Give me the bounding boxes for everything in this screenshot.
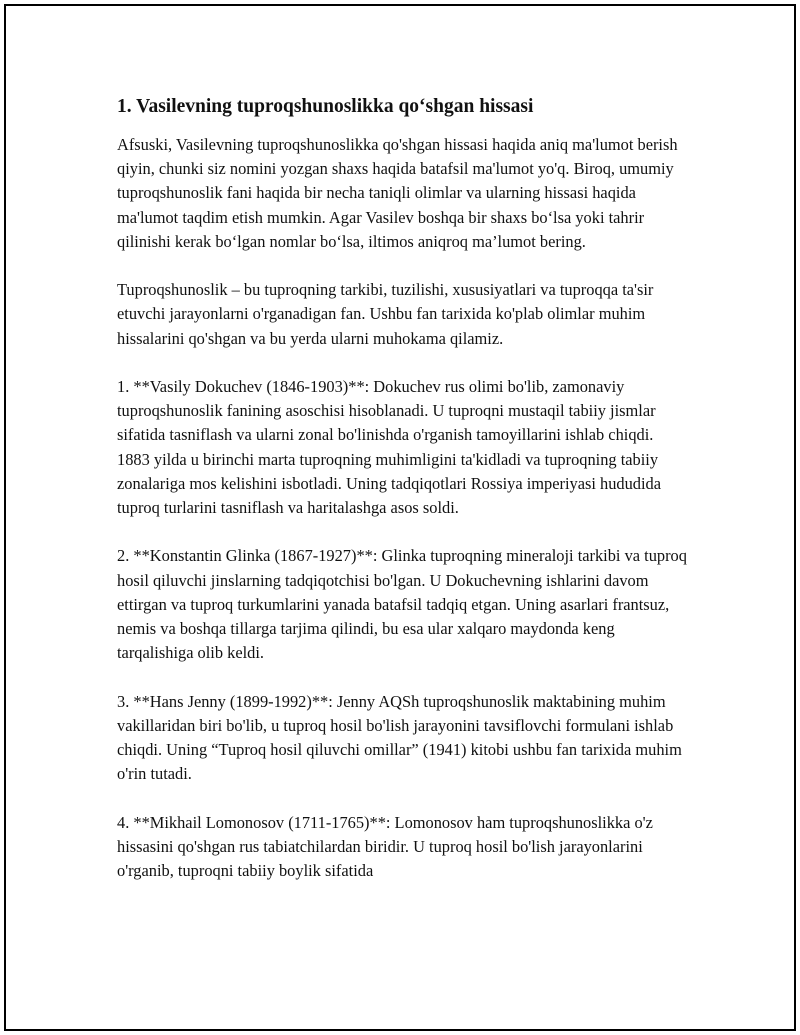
paragraph-intro: Afsuski, Vasilevning tuproqshunoslikka qo'shgan hissasi haqida aniq ma'lumot berish qiyin, chunki siz nomini yozgan shaxs haqida batafsil ma'lumot yo'q. Biroq, umumiy tuproqshunoslik fani haqida bir necha taniqli olimlar va ularning hissasi haqida ma'lumot taqdim etish mumkin. Agar Vasilev boshqa bir shaxs bo‘lsa yoki tahrir qilinishi kerak bo‘lgan nomlar bo‘lsa, iltimos aniqroq ma’lumot bering. xyxy=(117,135,678,251)
document-body xyxy=(117,95,687,907)
document-title: 1. Vasilevning tuproqshunoslikka qo‘shgan hissasi xyxy=(117,96,534,117)
paragraph-dokuchev: 1. **Vasily Dokuchev (1846-1903)**: Dokuchev rus olimi bo'lib, zamonaviy tuproqshunoslik fanining asoschisi hisoblanadi. U tuproqni mustaqil tabiiy jismlar sifatida tasniflash va ularni zonal bo'linishda o'rganish tamoyillarini ishlab chiqdi. 1883 yilda u birinchi marta tuproqning muhimligini ta'kidladi va tuproqning tabiiy zonalariga mos kelishini isbotladi. Uning tadqiqotlari Rossiya imperiyasi hududida tuproq turlarini tasniflash va haritalashga asos soldi. xyxy=(117,377,661,518)
paragraph-definition: Tuproqshunoslik – bu tuproqning tarkibi, tuzilishi, xususiyatlari va tuproqqa ta'sir etuvchi jarayonlarni o'rganadigan fan. Ushbu fan tarixida ko'plab olimlar muhim hissalarini qo'shgan va bu yerda ularni muhokama qilamiz. xyxy=(117,280,654,348)
paragraph-glinka: 2. **Konstantin Glinka (1867-1927)**: Glinka tuproqning mineraloji tarkibi va tuproq hosil qiluvchi jinslarning tadqiqotchisi bo'lgan. U Dokuchevning ishlarini davom ettirgan va tuproq turkumlarini yanada batafsil tadqiq etgan. Uning asarlari frantsuz, nemis va boshqa tillarga tarjima qilindi, bu esa ular xalqaro maydonda keng tarqalishiga olib keldi. xyxy=(117,546,687,663)
paragraph-lomonosov: 4. **Mikhail Lomonosov (1711-1765)**: Lomonosov ham tuproqshunoslikka o'z hissasini qo'shgan rus tabiatchilardan biridir. U tuproq hosil bo'lish jarayonlarini o'rganib, tuproqni tabiiy boylik sifatida xyxy=(117,812,653,881)
paragraph-jenny: 3. **Hans Jenny (1899-1992)**: Jenny AQSh tuproqshunoslik maktabining muhim vakillaridan biri bo'lib, u tuproq hosil bo'lish jarayonini tavsiflovchi formulani ishlab chiqdi. Uning “Tuproq hosil qiluvchi omillar” (1941) kitobi ushbu fan tarixida muhim o'rin tutadi. xyxy=(117,691,682,784)
